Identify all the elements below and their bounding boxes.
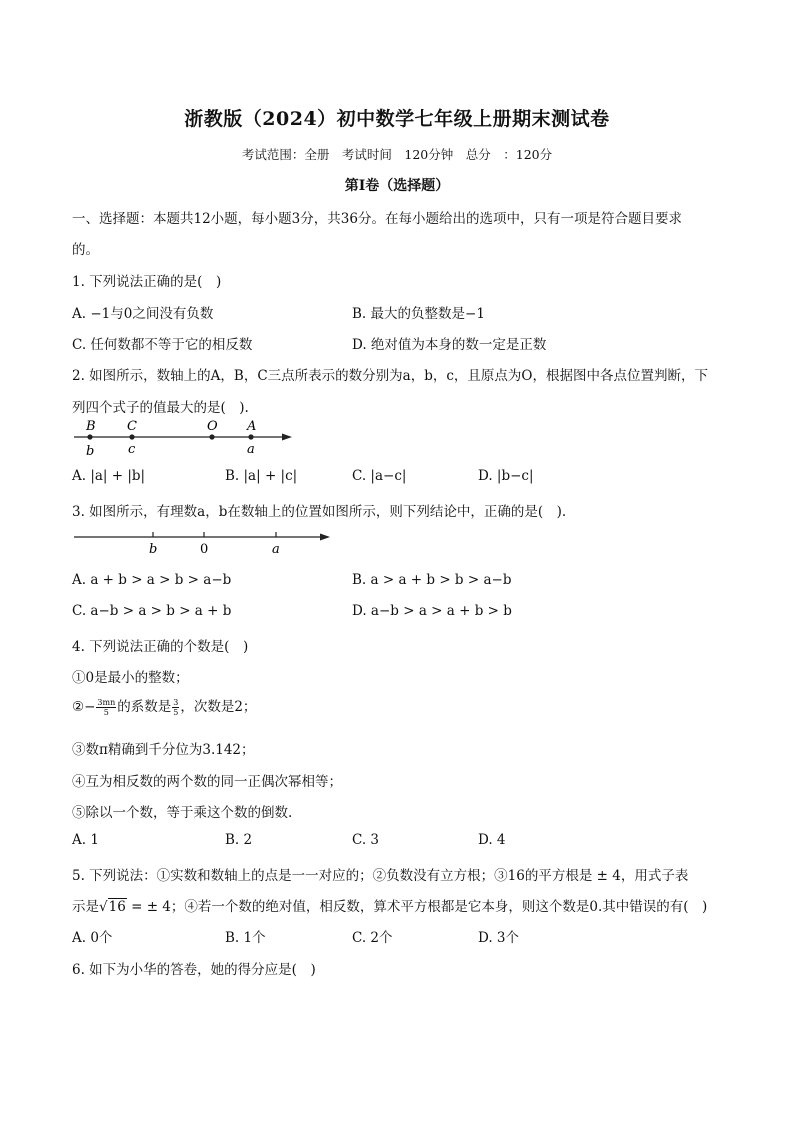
q3-number-line-figure xyxy=(70,525,335,560)
sqrt-symbol: √ xyxy=(99,899,108,915)
exam-meta: 考试范围：全册 考试时间 120分钟 总分 ：120分 xyxy=(241,147,553,162)
q3-stem: 3. 如图所示，有理数a，b在数轴上的位置如图所示，则下列结论中，正确的是( ). xyxy=(72,504,567,520)
q5-option-c: C. 2个 xyxy=(352,930,393,946)
page-title: 浙教版（2024）初中数学七年级上册期末测试卷 xyxy=(184,108,610,130)
q2-stem-line1: 2. 如图所示，数轴上的A，B，C三点所表示的数分别为a，b，c，且原点为O，根据图中各点位置判断，下 xyxy=(72,368,708,384)
q1-option-c: C. 任何数都不等于它的相反数 xyxy=(72,337,253,353)
q2-axis-arrow xyxy=(282,434,292,441)
q4-option-d: D. 4 xyxy=(478,832,506,848)
q2-label-b: b xyxy=(86,444,95,459)
q3-option-a: A. a + b > a > b > a−b xyxy=(72,572,232,588)
q2-point-b xyxy=(87,434,92,439)
q1-option-b: B. 最大的负整数是−1 xyxy=(352,306,485,322)
q1-stem: 1. 下列说法正确的是( ) xyxy=(72,274,222,290)
q2-stem-line2: 列四个式子的值最大的是( ). xyxy=(72,400,249,416)
q5-option-b: B. 1个 xyxy=(225,930,266,946)
q3-label-zero: 0 xyxy=(200,542,209,557)
q2-point-c xyxy=(129,434,134,439)
q2-label-C: C xyxy=(127,419,137,434)
q2-label-c: c xyxy=(128,442,136,457)
q5-option-d: D. 3个 xyxy=(478,930,520,946)
q2-label-a: a xyxy=(247,442,255,457)
q1-option-a: A. −1与0之间没有负数 xyxy=(72,306,214,322)
q3-label-a: a xyxy=(272,542,280,557)
q4-stem: 4. 下列说法正确的个数是( ) xyxy=(72,639,249,655)
q2-label-O: O xyxy=(207,419,218,434)
q5-stem-line1: 5. 下列说法：①实数和数轴上的点是一一对应的；②负数没有立方根；③16的平方根是 ± 4，用式子表 xyxy=(72,868,689,884)
q2-label-B: B xyxy=(86,419,96,434)
q2-option-c: C. |a−c| xyxy=(352,468,407,484)
q3-option-c: C. a−b > a > b > a + b xyxy=(72,603,232,619)
q4-statement-2: ②− $\frac{3mn}{5}$ 的系数是 $\frac{3}{5}$ ，次数是2； xyxy=(72,698,257,717)
q4-option-c: C. 3 xyxy=(352,832,380,848)
q1-option-d: D. 绝对值为本身的数一定是正数 xyxy=(352,337,547,353)
q6-stem: 6. 如下为小华的答卷，她的得分应是( ) xyxy=(72,962,316,978)
volume-heading: 第I卷（选择题） xyxy=(344,178,450,194)
q3-option-b: B. a > a + b > b > a−b xyxy=(352,572,512,588)
q4-fraction-3mn-over-5: $\frac{3mn}{5}$ xyxy=(97,698,116,717)
q2-option-b: B. |a| + |c| xyxy=(225,468,298,484)
q3-option-d: D. a−b > a > a + b > b xyxy=(352,603,512,619)
q4-option-a: A. 1 xyxy=(72,832,99,848)
q4-option-b: B. 2 xyxy=(225,832,253,848)
q5-option-a: A. 0个 xyxy=(72,930,113,946)
q2-label-A: A xyxy=(247,419,257,434)
q2-option-d: D. |b−c| xyxy=(478,468,534,484)
section-instruction-line2: 的。 xyxy=(72,242,99,258)
q3-axis-arrow xyxy=(320,534,330,541)
q4-statement-5: ⑤除以一个数，等于乘这个数的倒数. xyxy=(72,805,293,821)
q5-stem-line2: 示是√16 = ± 4；④若一个数的绝对值，相反数，算术平方根都是它本身，则这个数是0.其中错误的有( ) xyxy=(72,899,708,915)
q2-number-line-figure xyxy=(70,415,300,460)
q2-point-a xyxy=(248,434,253,439)
q2-option-a: A. |a| + |b| xyxy=(72,468,146,484)
q4-statement-3: ③数π精确到千分位为3.142； xyxy=(72,742,255,758)
q4-statement-1: ①0是最小的整数； xyxy=(72,670,189,686)
q4-fraction-3-over-5: $\frac{3}{5}$ xyxy=(173,698,179,717)
q5-radicand: 16 xyxy=(108,899,126,915)
section-instruction-line1: 一、选择题：本题共12小题，每小题3分，共36分。在每小题给出的选项中，只有一项是符合题目要求 xyxy=(72,211,682,227)
q2-point-o xyxy=(209,434,214,439)
q3-label-b: b xyxy=(149,542,158,557)
q4-statement-4: ④互为相反数的两个数的同一正偶次幂相等； xyxy=(72,774,342,790)
